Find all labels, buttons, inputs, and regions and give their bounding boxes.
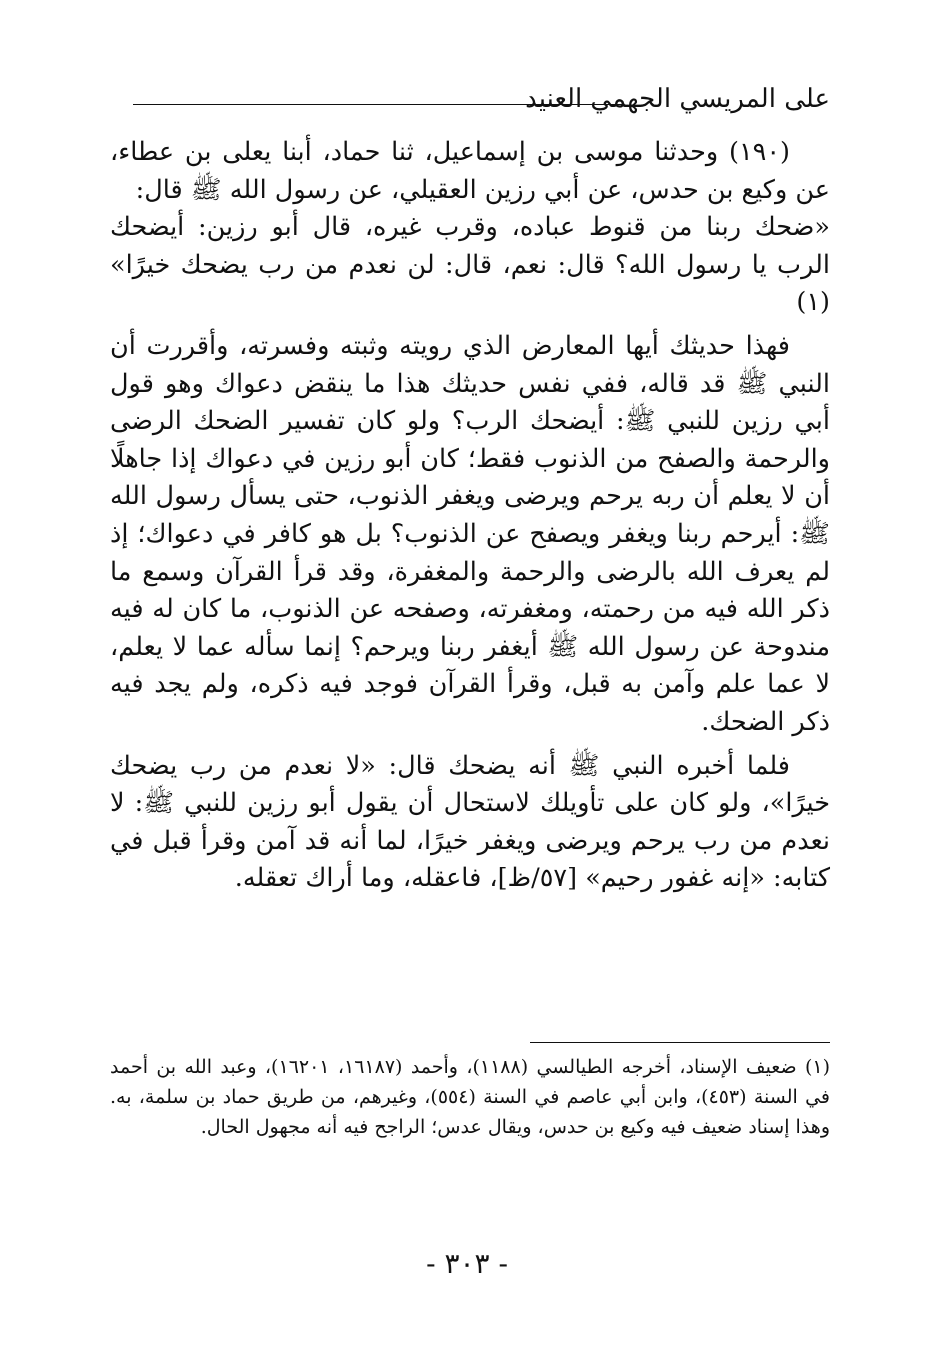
hadith-isnad-paragraph: (١٩٠) وحدثنا موسى بن إسماعيل، ثنا حماد، أبنا يعلى بن عطاء، عن وكيع بن حدس، عن أبي رزين العقيلي، عن رسول الله ﷺ قال: <box>110 137 830 205</box>
running-head: على المريسي الجهمي العنيد <box>525 84 830 114</box>
footnote-text: (١) ضعيف الإسناد، أخرجه الطيالسي (١١٨٨)، وأحمد (١٦١٨٧، ١٦٢٠١)، وعبد الله بن أحمد في السنة (٤٥٣)، وابن أبي عاصم في السنة (٥٥٤)، وغيرهم، من طريق حماد بن سلمة، به. وهذا إسناد ضعيف فيه وكيع بن حدس، ويقال عدس؛ الراجح فيه أنه مجهول الحال. <box>110 1056 831 1138</box>
footnote <box>110 1052 830 1142</box>
footnote-rule <box>530 1042 830 1043</box>
main-text <box>110 134 830 898</box>
hadith-matn-paragraph: «ضحك ربنا من قنوط عباده، وقرب غيره، قال أبو رزين: أيضحك الرب يا رسول الله؟ قال: نعم، قال: لن نعدم من رب يضحك خيرًا» (١) <box>110 212 830 318</box>
commentary-paragraph: فهذا حديثك أيها المعارض الذي رويته وثبته وفسرته، وأقررت أن النبي ﷺ قد قاله، ففي نفس حديثك هذا ما ينقض دعواك وهو قول أبي رزين للنبي ﷺ: أيضحك الرب؟ ولو كان تفسير الضحك الرضى والرحمة والصفح من الذنوب فقط؛ كان أبو رزين في دعواك إذا جاهلًا أن لا يعلم أن ربه يرحم ويرضى ويغفر الذنوب، حتى يسأل رسول الله ﷺ: أيرحم ربنا ويغفر ويصفح عن الذنوب؟ بل هو كافر في دعواك؛ إذ لم يعرف الله بالرضى والرحمة والمغفرة، وقد قرأ القرآن وسمع ما ذكر الله فيه من رحمته، ومغفرته، وصفحه عن الذنوب، ما كان له فيه مندوحة عن رسول الله ﷺ أيغفر ربنا ويرحم؟ إنما سأله عما لا يعلم، لا عما علم وآمن به قبل، وقرأ القرآن فوجد فيه ذكره، ولم يجد فيه ذكر الضحك. <box>110 330 830 737</box>
header-rule <box>133 104 623 105</box>
conclusion-paragraph: فلما أخبره النبي ﷺ أنه يضحك قال: «لا نعدم من رب يضحك خيرًا»، ولو كان على تأويلك لاستحال أن يقول أبو رزين للنبي ﷺ: لا نعدم من رب يرحم ويرضى ويغفر خيرًا، لما أنه قد آمن وقرأ قبل في كتابه: «إنه غفور رحيم» [٥٧/ظ]، فاعقله، وما أراك تعقله. <box>110 750 830 894</box>
page-number: - ٣٠٣ - <box>426 1247 508 1280</box>
